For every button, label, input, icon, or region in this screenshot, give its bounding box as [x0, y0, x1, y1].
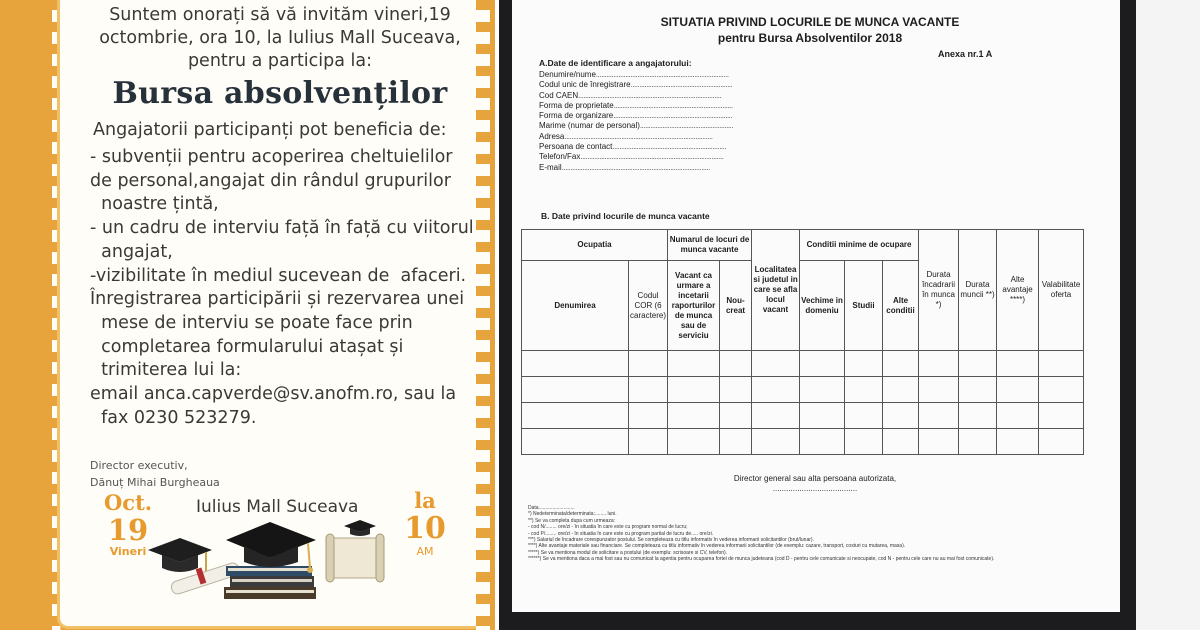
field-row[interactable]: Marime (numar de personal)...................................................... — [539, 121, 733, 131]
footnote: - cod P/........ ore/zi - în situatia în care este cu program partial de lucru de..... ore/zi. — [528, 530, 714, 537]
field-row[interactable]: Cod CAEN................................................................................... — [539, 90, 722, 100]
graduation-illustration — [148, 516, 393, 608]
director-label: Director general sau alta persoana autorizata, — [733, 474, 897, 483]
flyer-signature — [90, 457, 220, 491]
footnote: ******) Se va mentiona daca a mai fost sau nu comunicat la agentia pentru ocuparea fortei de munca judeteana (cod D - pentru cele comunicate si neocupate, cod N - pentru cele care nu au mai fost comunicate). — [528, 556, 995, 563]
table-row[interactable] — [522, 351, 1084, 377]
form-footnotes — [528, 505, 1108, 563]
field-row[interactable]: Telefon/Fax................................................................................... — [539, 152, 724, 162]
body-line: de personal,angajat din rândul grupurilor — [90, 170, 451, 191]
field-label: Forma de proprietate — [539, 100, 614, 110]
footnote: *****) Se va mentiona modul de solicitare a postului (de exemplu: scrisoare si CV, telefon). — [528, 549, 728, 556]
body-line: mese de interviu se poate face prin — [90, 312, 413, 333]
th-occupation: Ocupatia — [522, 230, 668, 261]
th-employment-duration: Durata încadrarii în munca *) — [919, 230, 959, 351]
field-row[interactable]: Forma de proprietate..................................................................... — [539, 100, 733, 110]
th-locality: Localitatea si judetul in care se afla locul vacant — [752, 230, 800, 351]
field-row[interactable]: Adresa...................................................................................... — [539, 131, 713, 141]
form-title — [620, 14, 1000, 46]
table-row[interactable] — [522, 403, 1084, 429]
body-line: - un cadru de interviu față în față cu viitorul — [90, 218, 474, 239]
body-line: angajat, — [90, 241, 173, 262]
footnote: - cod N/........ ore/zi - în situatia în care este cu program normal de lucru; — [528, 524, 688, 531]
body-line: completarea formularului atașat și — [90, 336, 404, 357]
field-label: Denumire/nume — [539, 70, 596, 79]
th-work-duration: Durata muncii **) — [959, 230, 997, 351]
field-label: Marime (numar de personal) — [539, 121, 640, 131]
employer-fields — [539, 70, 733, 173]
field-label: Persoana de contact — [539, 142, 613, 152]
th-vacant: Vacant ca urmare a incetarii raporturilor de munca sau de serviciu — [668, 261, 720, 351]
field-row[interactable]: Codul unic de înregistrare........................................................... — [539, 80, 733, 90]
field-row[interactable]: Denumire/nume............................................................................. — [539, 70, 729, 79]
signature-role: Director executiv, — [90, 459, 188, 472]
flyer-title: Bursa absolvenților — [112, 76, 448, 111]
footnote: ***) Salariul de încadrare corespunzator postului. Se completeaza cu titlu informativ în vederea informarii solicitantilor (brut/lunar). — [528, 537, 814, 544]
vacancies-table — [521, 229, 1084, 455]
field-label: Adresa — [539, 131, 565, 141]
books-icon — [224, 566, 316, 599]
field-label: Codul unic de înregistrare — [539, 80, 631, 90]
graduation-cap-icon — [148, 538, 212, 572]
date-badge — [104, 490, 152, 558]
time-suffix: AM — [416, 545, 434, 558]
invitation-line: Suntem onorați să vă invităm vineri,19 — [109, 5, 451, 25]
body-line: Înregistrarea participării și rezervarea unei — [90, 289, 465, 310]
table-row[interactable] — [522, 429, 1084, 455]
flyer-lead: Angajatorii participanți pot beneficia de: — [93, 120, 447, 140]
th-benefits: Alte avantaje ****) — [997, 230, 1039, 351]
th-seniority: Vechime in domeniu — [800, 261, 845, 351]
footnote: *) Nedeterminata/determinata:........ luni. — [528, 511, 617, 518]
body-line: noastre țintă, — [90, 194, 219, 215]
field-label: Cod CAEN — [539, 90, 579, 100]
body-line: - subvenții pentru acoperirea cheltuielilor — [90, 147, 453, 167]
table-row[interactable] — [522, 377, 1084, 403]
footnote: ****) Alte avantaje materiale sau financiare. Se completeaza cu titlu informativ în vederea informarii solicitantilor (de exemplu: cazare, transport, costuri cu mutarea, masa). — [528, 543, 906, 550]
graduation-cap-icon-large — [226, 522, 316, 573]
date-weekday: Vineri — [109, 545, 147, 558]
right-margin — [1136, 0, 1200, 630]
th-conditions: Conditii minime de ocupare — [800, 230, 919, 261]
th-vacancy-count: Numarul de locuri de munca vacante — [668, 230, 752, 261]
footnote: Data.......................... — [528, 505, 575, 511]
field-label: Telefon/Fax — [539, 152, 581, 162]
th-other-conditions: Alte conditii — [883, 261, 919, 351]
date-day: 19 — [107, 513, 149, 547]
field-row[interactable]: Forma de organizare..................................................................... — [539, 111, 733, 121]
scroll-icon — [326, 520, 384, 582]
annex-label: Anexa nr.1 A — [938, 49, 993, 59]
field-label: E-mail — [539, 162, 562, 172]
contact-email-line: email anca.capverde@sv.anofm.ro, sau la — [90, 384, 457, 405]
field-row[interactable]: Persoana de contact.................................................................. — [539, 142, 727, 152]
th-cor-code: Codul COR (6 caractere) — [629, 261, 668, 351]
form-subtitle: pentru Bursa Absolventilor 2018 — [717, 31, 903, 45]
section-b-heading: B. Date privind locurile de munca vacante — [541, 211, 710, 221]
th-name: Denumirea — [522, 261, 629, 351]
time-prefix: la — [414, 488, 436, 513]
field-label: Forma de organizare — [539, 111, 614, 121]
date-month: Oct. — [104, 490, 153, 515]
section-a-heading: A.Date de identificare a angajatorului: — [539, 58, 692, 68]
flyer-invitation — [90, 4, 470, 73]
th-new: Nou-creat — [720, 261, 752, 351]
director-signature-line[interactable]: ...................................... — [772, 484, 858, 493]
body-line: trimiterea lui la: — [90, 360, 242, 381]
invitation-line: pentru a participa la: — [187, 51, 373, 71]
footnote: **) Se va completa dupa cum urmeaza: — [528, 517, 615, 524]
th-studies: Studii — [845, 261, 883, 351]
time-badge — [402, 488, 448, 558]
flyer-body — [90, 146, 482, 430]
field-row[interactable]: E-mail...................................................................................... — [539, 162, 710, 172]
th-validity: Valabilitate oferta — [1039, 230, 1084, 351]
body-line: -vizibilitate în mediul sucevean de afaceri. — [90, 265, 467, 286]
invitation-line: octombrie, ora 10, la Iulius Mall Suceava, — [99, 28, 461, 48]
form-title-line: SITUATIA PRIVIND LOCURILE DE MUNCA VACANTE — [660, 15, 960, 29]
venue-label: Iulius Mall Suceava — [196, 497, 359, 517]
contact-fax-line: fax 0230 523279. — [90, 407, 257, 428]
time-hour: 10 — [404, 511, 446, 546]
director-signature — [730, 474, 900, 494]
signature-name: Dănuț Mihai Burgheaua — [90, 476, 220, 489]
